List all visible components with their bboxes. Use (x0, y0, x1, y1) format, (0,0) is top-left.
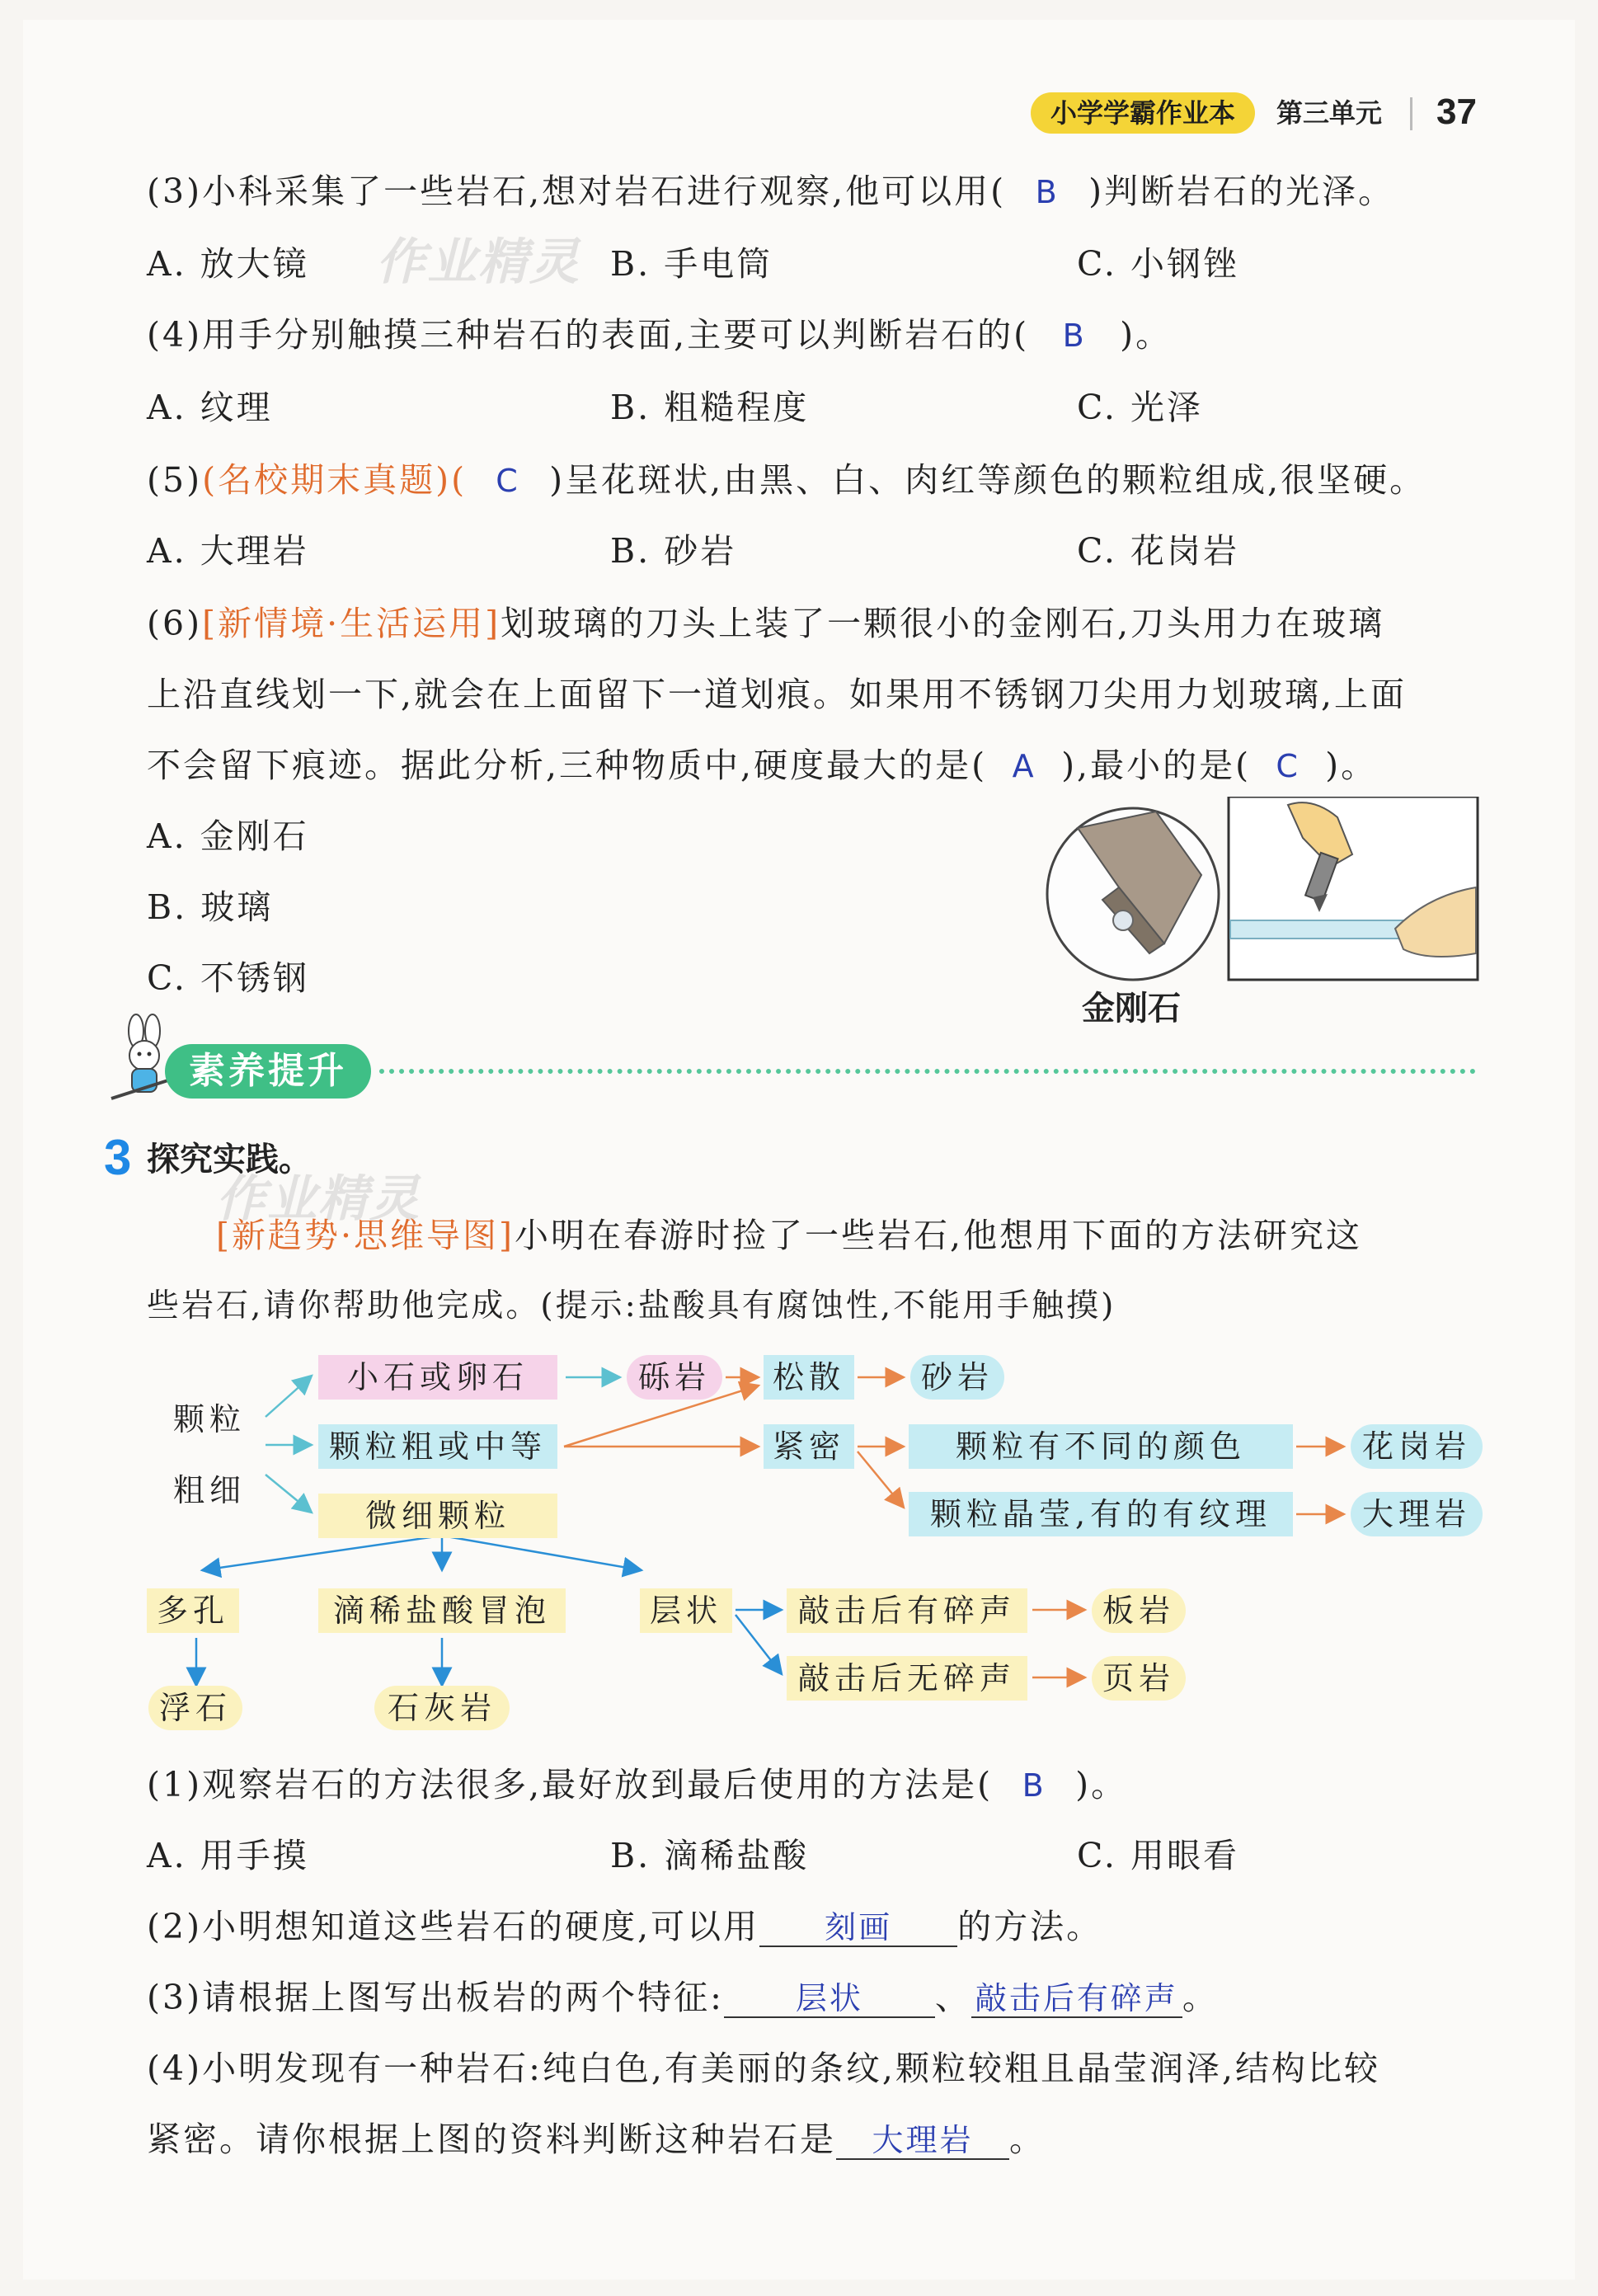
mindmap-node: 颗粒晶莹,有的有纹理 (909, 1492, 1293, 1536)
book-title-badge: 小学学霸作业本 (1031, 92, 1255, 134)
question-5: (5)(名校期末真题)( C )呈花斑状,由黑、白、肉红等颜色的颗粒组成,很坚硬。 (147, 459, 1426, 502)
section-banner: 素养提升 (165, 1044, 371, 1099)
question-6-line3: 不会留下痕迹。据此分析,三种物质中,硬度最大的是( A ),最小的是( C )。 (147, 744, 1377, 788)
mindmap-node: 页岩 (1092, 1656, 1186, 1701)
mindmap-node: 颗粒有不同的颜色 (909, 1424, 1293, 1469)
mindmap-node: 滴稀盐酸冒泡 (318, 1588, 566, 1633)
option: A. 放大镜 (147, 244, 309, 284)
option: A. 纹理 (147, 388, 273, 427)
answer: B (1062, 318, 1087, 354)
image-caption: 金刚石 (1082, 990, 1181, 1028)
option: B. 玻璃 (147, 887, 274, 927)
mindmap-node: 紧密 (764, 1424, 854, 1469)
question-3: (3)小科采集了一些岩石,想对岩石进行观察,他可以用( B )判断岩石的光泽。 (147, 170, 1394, 214)
option: B. 手电筒 (610, 244, 773, 284)
watermark: 作业精灵 (376, 233, 580, 291)
option: B. 滴稀盐酸 (610, 1836, 810, 1875)
mindmap-node: 多孔 (147, 1588, 239, 1633)
subquestion-3: (3)请根据上图写出板岩的两个特征: 层状 、 敲击后有碎声 。 (147, 1978, 1219, 2017)
part3-intro-line2: 些岩石,请你帮助他完成。(提示:盐酸具有腐蚀性,不能用手触摸) (147, 1287, 1116, 1324)
question-tag: [新情境·生活运用] (202, 604, 501, 643)
watermark: 作业精灵 (216, 1170, 421, 1228)
mindmap-node: 砂岩 (910, 1355, 1004, 1400)
mindmap-root: 颗粒 (173, 1401, 247, 1437)
mindmap-node: 小石或卵石 (318, 1355, 557, 1400)
option: A. 用手摸 (147, 1836, 309, 1875)
mindmap-node: 松散 (764, 1355, 854, 1400)
option: B. 砂岩 (610, 531, 737, 571)
mindmap-node: 浮石 (148, 1686, 242, 1730)
subquestion-4-line2: 紧密。请你根据上图的资料判断这种岩石是 大理岩 。 (147, 2120, 1046, 2159)
mindmap-node: 颗粒粗或中等 (318, 1424, 557, 1469)
option: C. 光泽 (1077, 388, 1203, 427)
option: B. 粗糙程度 (610, 388, 810, 427)
answer: C (496, 463, 520, 499)
question-tag: [新趋势·思维导图] (216, 1216, 515, 1255)
question-4: (4)用手分别触摸三种岩石的表面,主要可以判断岩石的( B )。 (147, 313, 1172, 357)
answer: B (1035, 174, 1060, 210)
option: A. 金刚石 (147, 816, 309, 856)
mindmap-root: 粗细 (173, 1472, 247, 1508)
question-title: 探究实践。 (147, 1141, 312, 1179)
option: C. 用眼看 (1077, 1836, 1239, 1875)
mindmap-node: 敲击后无碎声 (787, 1656, 1027, 1701)
page-number: 37 (1436, 92, 1477, 132)
option: C. 小钢锉 (1077, 244, 1239, 284)
mindmap-node: 石灰岩 (374, 1686, 510, 1730)
subquestion-1: (1)观察岩石的方法很多,最好放到最后使用的方法是( B )。 (147, 1763, 1127, 1807)
question-number: 3 (104, 1130, 132, 1185)
mindmap-node: 砾岩 (627, 1355, 722, 1400)
unit-label: 第三单元 (1276, 97, 1383, 129)
option: C. 不锈钢 (147, 958, 309, 998)
option: C. 花岗岩 (1077, 531, 1239, 571)
mindmap-node: 板岩 (1092, 1588, 1186, 1633)
subquestion-2: (2)小明想知道这些岩石的硬度,可以用 刻画 的方法。 (147, 1907, 1103, 1946)
answer: C (1276, 748, 1300, 784)
mindmap-node: 大理岩 (1351, 1492, 1483, 1536)
mindmap-node: 花岗岩 (1351, 1424, 1483, 1469)
question-6-line2: 上沿直线划一下,就会在上面留下一道划痕。如果用不锈钢刀尖用力划玻璃,上面 (147, 675, 1408, 714)
mindmap-node: 微细颗粒 (318, 1494, 557, 1538)
part3-intro-line1: [新趋势·思维导图]小明在春游时捡了一些岩石,他想用下面的方法研究这 (216, 1216, 1363, 1255)
question-tag: (名校期末真题) (202, 460, 452, 500)
mindmap-node: 层状 (640, 1588, 732, 1633)
answer: 大理岩 (836, 2122, 1009, 2160)
answer: A (1012, 748, 1036, 784)
answer: B (1022, 1767, 1046, 1804)
answer: 刻画 (759, 1909, 957, 1947)
mindmap-node: 敲击后有碎声 (787, 1588, 1027, 1633)
subquestion-4-line1: (4)小明发现有一种岩石:纯白色,有美丽的条纹,颗粒较粗且晶莹润泽,结构比较 (147, 2049, 1380, 2088)
answer: 层状 (724, 1980, 935, 2018)
answer: 敲击后有碎声 (971, 1980, 1182, 2018)
question-6-line1: (6)[新情境·生活运用]划玻璃的刀头上装了一颗很小的金刚石,刀头用力在玻璃 (147, 604, 1385, 643)
option: A. 大理岩 (147, 531, 309, 571)
